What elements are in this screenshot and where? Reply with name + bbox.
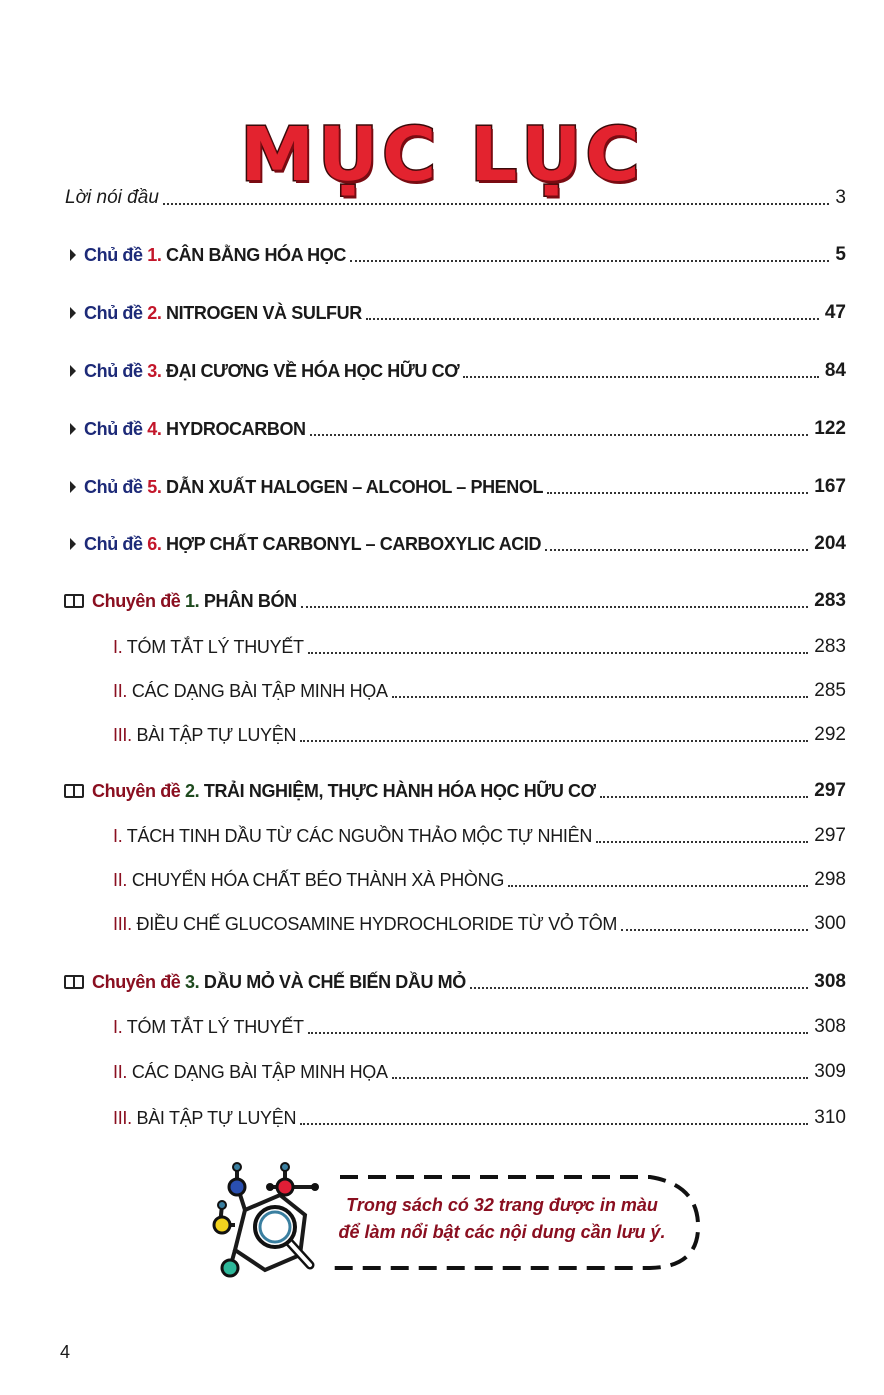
- toc-entry-subsection[interactable]: [0, 1059, 884, 1085]
- topic-title: NITROGEN VÀ SULFUR: [166, 303, 362, 323]
- dot-leader: [547, 492, 808, 494]
- toc-entry-subsection[interactable]: [0, 1105, 884, 1131]
- topic-label: Chủ đề: [84, 361, 143, 381]
- toc-entry-subsection[interactable]: [0, 867, 884, 893]
- toc-entry-topic[interactable]: [0, 474, 884, 500]
- dot-leader: [308, 652, 809, 654]
- special-title: PHÂN BÓN: [203, 591, 297, 611]
- dot-leader: [621, 929, 808, 931]
- topic-number: 6.: [147, 534, 162, 554]
- dot-leader: [508, 885, 808, 887]
- topic-label: Chủ đề: [84, 303, 143, 323]
- page-ref: 84: [824, 360, 846, 381]
- toc-entry-topic[interactable]: [0, 242, 884, 268]
- special-label: Chuyên đề: [92, 972, 181, 992]
- toc-entry-topic[interactable]: [0, 358, 884, 384]
- roman-numeral: III.: [113, 725, 132, 745]
- special-number: 2.: [185, 781, 200, 801]
- topic-label: Chủ đề: [84, 419, 143, 439]
- special-label: Chuyên đề: [92, 591, 181, 611]
- entry-title: [84, 474, 543, 500]
- page-number: 4: [60, 1342, 71, 1362]
- topic-number: 5.: [147, 477, 162, 497]
- topic-title: HỢP CHẤT CARBONYL – CARBOXYLIC ACID: [166, 534, 542, 554]
- special-number: 1.: [185, 591, 200, 611]
- special-title: DẦU MỎ VÀ CHẾ BIẾN DẦU MỎ: [203, 972, 466, 992]
- entry-title: [113, 1014, 304, 1040]
- roman-numeral: II.: [113, 1062, 128, 1082]
- entry-title: [84, 242, 346, 268]
- subsection-title: TÓM TẮT LÝ THUYẾT: [126, 1017, 304, 1037]
- topic-title: CÂN BẰNG HÓA HỌC: [166, 245, 346, 265]
- roman-numeral: I.: [113, 1017, 123, 1037]
- page-ref: 167: [814, 476, 846, 497]
- toc-entry-topic[interactable]: [0, 416, 884, 442]
- dot-leader: [308, 1032, 809, 1034]
- topic-number: 3.: [147, 361, 162, 381]
- subsection-title: TÁCH TINH DẦU TỪ CÁC NGUỒN THẢO MỘC TỰ NHIÊN: [126, 826, 593, 846]
- dot-leader: [300, 1123, 808, 1125]
- page-ref: 292: [814, 724, 846, 745]
- toc-entry-topic[interactable]: [0, 300, 884, 326]
- toc-entry-special[interactable]: [0, 778, 884, 804]
- arrow-icon: [70, 481, 76, 493]
- note-line-1: Trong sách có 32 trang được in màu: [346, 1195, 658, 1215]
- page-ref: 300: [814, 913, 846, 934]
- dot-leader: [310, 434, 809, 436]
- entry-title: [92, 969, 466, 995]
- entry-title: [113, 911, 617, 937]
- dot-leader: [470, 987, 808, 989]
- page-ref: 308: [814, 971, 846, 992]
- topic-title: ĐẠI CƯƠNG VỀ HÓA HỌC HỮU CƠ: [166, 361, 460, 381]
- roman-numeral: II.: [113, 681, 128, 701]
- entry-title: [92, 588, 297, 614]
- arrow-icon: [70, 423, 76, 435]
- entry-title: [113, 634, 304, 660]
- entry-title: [84, 531, 541, 557]
- entry-title: [113, 823, 592, 849]
- note-text: [322, 1192, 682, 1246]
- toc-entry-subsection[interactable]: [0, 823, 884, 849]
- subsection-title: CÁC DẠNG BÀI TẬP MINH HỌA: [131, 681, 388, 701]
- toc-entry-intro[interactable]: [0, 185, 884, 211]
- dot-leader: [300, 740, 808, 742]
- toc-entry-subsection[interactable]: [0, 634, 884, 660]
- subsection-title: BÀI TẬP TỰ LUYỆN: [136, 1108, 297, 1128]
- special-number: 3.: [185, 972, 200, 992]
- dot-leader: [366, 318, 819, 320]
- entry-title: [84, 358, 459, 384]
- roman-numeral: I.: [113, 826, 123, 846]
- dot-leader: [350, 260, 829, 262]
- title-text: MỤC LỤC: [240, 112, 644, 198]
- page-ref: 5: [835, 244, 846, 265]
- book-icon: [64, 784, 84, 798]
- special-title: TRẢI NGHIỆM, THỰC HÀNH HÓA HỌC HỮU CƠ: [203, 781, 596, 801]
- page-ref: 297: [814, 780, 846, 801]
- entry-title: [84, 300, 362, 326]
- entry-title: Lời nói đầu: [65, 187, 159, 208]
- roman-numeral: III.: [113, 914, 132, 934]
- subsection-title: CHUYỂN HÓA CHẤT BÉO THÀNH XÀ PHÒNG: [131, 870, 505, 890]
- toc-entry-subsection[interactable]: [0, 722, 884, 748]
- topic-label: Chủ đề: [84, 245, 143, 265]
- entry-title: [92, 778, 596, 804]
- page-ref: 297: [814, 825, 846, 846]
- entry-title: [113, 1105, 296, 1131]
- page-ref: 310: [814, 1107, 846, 1128]
- page-ref: 298: [814, 869, 846, 890]
- dot-leader: [392, 696, 809, 698]
- dot-leader: [463, 376, 819, 378]
- page-ref: 47: [824, 302, 846, 323]
- toc-entry-subsection[interactable]: [0, 1014, 884, 1040]
- roman-numeral: I.: [113, 637, 123, 657]
- toc-entry-special[interactable]: [0, 969, 884, 995]
- entry-title: [113, 867, 504, 893]
- entry-title: [113, 678, 388, 704]
- book-icon: [64, 975, 84, 989]
- toc-entry-topic[interactable]: [0, 531, 884, 557]
- entry-title: [113, 1059, 388, 1085]
- page-ref: 283: [814, 636, 846, 657]
- page-ref: 308: [814, 1016, 846, 1037]
- arrow-icon: [70, 538, 76, 550]
- book-icon: [64, 594, 84, 608]
- dot-leader: [545, 549, 808, 551]
- page-ref: 283: [814, 590, 846, 611]
- topic-label: Chủ đề: [84, 534, 143, 554]
- dot-leader: [600, 796, 809, 798]
- toc-entry-subsection[interactable]: [0, 678, 884, 704]
- entry-title: [84, 416, 306, 442]
- roman-numeral: II.: [113, 870, 128, 890]
- subsection-title: BÀI TẬP TỰ LUYỆN: [136, 725, 297, 745]
- arrow-icon: [70, 249, 76, 261]
- page-ref: 3: [835, 187, 846, 208]
- page-ref: 285: [814, 680, 846, 701]
- roman-numeral: III.: [113, 1108, 132, 1128]
- topic-label: Chủ đề: [84, 477, 143, 497]
- dot-leader: [301, 606, 809, 608]
- arrow-icon: [70, 307, 76, 319]
- subsection-title: ĐIỀU CHẾ GLUCOSAMINE HYDROCHLORIDE TỪ VỎ TÔM: [136, 914, 618, 934]
- toc-entry-special[interactable]: [0, 588, 884, 614]
- arrow-icon: [70, 365, 76, 377]
- subsection-title: CÁC DẠNG BÀI TẬP MINH HỌA: [131, 1062, 388, 1082]
- topic-number: 1.: [147, 245, 162, 265]
- dot-leader: [392, 1077, 809, 1079]
- special-label: Chuyên đề: [92, 781, 181, 801]
- dot-leader: [163, 203, 830, 205]
- note-line-2: để làm nổi bật các nội dung cần lưu ý.: [338, 1222, 666, 1242]
- topic-title: DẪN XUẤT HALOGEN – ALCOHOL – PHENOL: [166, 477, 544, 497]
- entry-title: [113, 722, 296, 748]
- toc-entry-subsection[interactable]: [0, 911, 884, 937]
- page-ref: 204: [814, 533, 846, 554]
- topic-number: 4.: [147, 419, 162, 439]
- topic-number: 2.: [147, 303, 162, 323]
- dot-leader: [596, 841, 808, 843]
- page-ref: 122: [814, 418, 846, 439]
- subsection-title: TÓM TẮT LÝ THUYẾT: [126, 637, 304, 657]
- topic-title: HYDROCARBON: [166, 419, 306, 439]
- page-ref: 309: [814, 1061, 846, 1082]
